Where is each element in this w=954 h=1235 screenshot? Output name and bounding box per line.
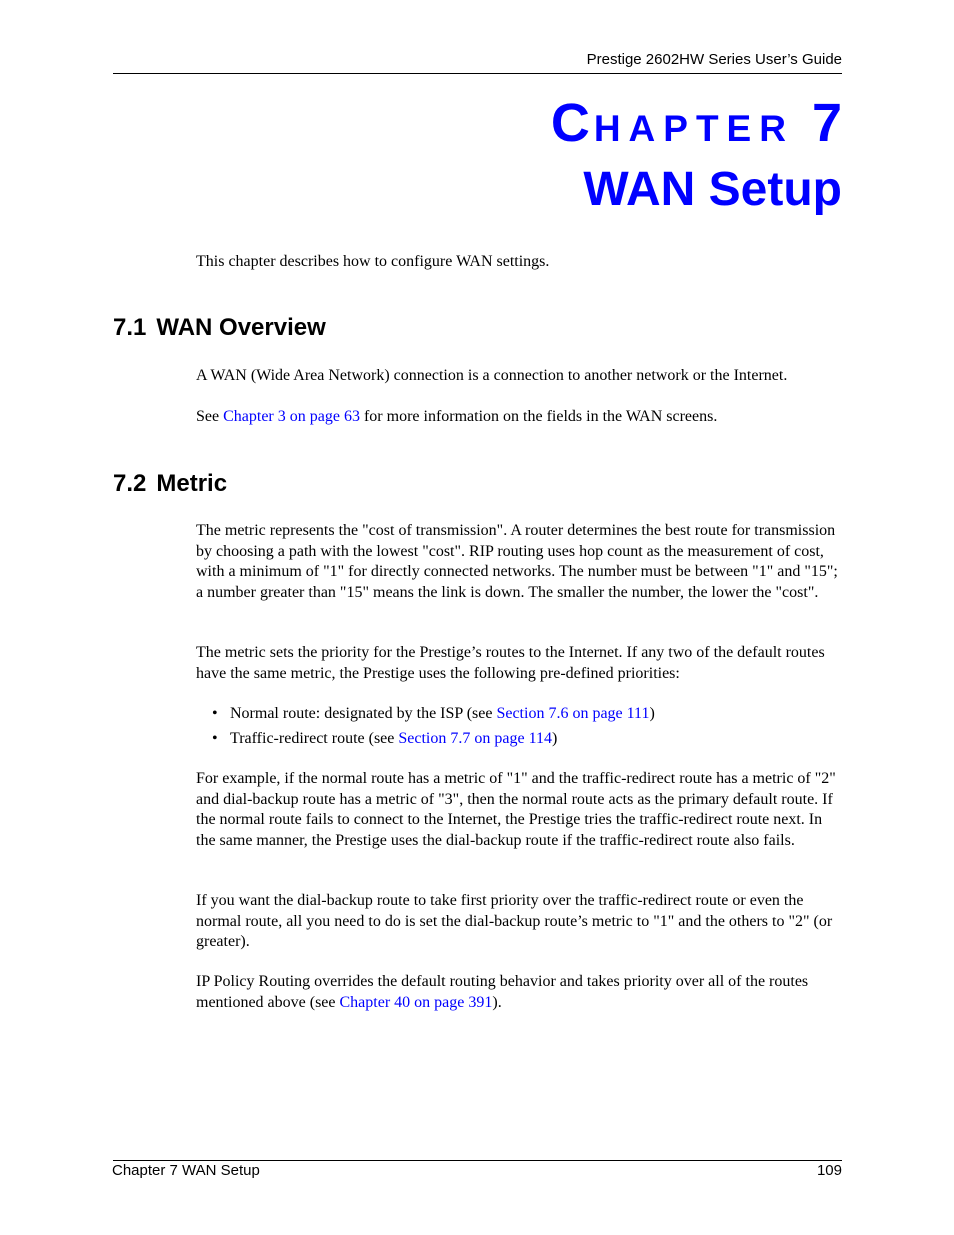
metric-paragraph-4: If you want the dial-backup route to take first priority over the traffic-redirect route or even the normal route, all you need to do is set the dial-backup route’s metric to "1" and the others to "2" (or greater). — [196, 892, 833, 950]
text-span: Traffic-redirect route (see — [230, 729, 399, 747]
section-7-6-link[interactable]: Section 7.6 on page 111 — [496, 705, 650, 722]
bullet-glyph: • — [212, 705, 218, 722]
metric-paragraph-3: For example, if the normal route has a metric of "1" and the traffic-redirect route has a metric of "2" and dial-backup route has a metric of "3", then the normal route acts as the primary default route. If the normal route fails to connect to the Internet, the Prestige tries the traffic-redirect route next. In the same manner, the Prestige uses the dial-backup route if the traffic-redirect route also fails. — [196, 770, 836, 849]
chapter-title: WAN Setup — [583, 163, 842, 216]
page-number: 109 — [816, 1162, 842, 1179]
chapter-number: 7 — [811, 93, 842, 153]
section-number: 7.2 — [113, 470, 147, 497]
intro-paragraph: This chapter describes how to configure WAN settings. — [196, 253, 550, 270]
footer-rule — [113, 1160, 842, 1161]
priority-list — [212, 704, 832, 753]
section-title: Metric — [156, 470, 228, 497]
text-span: ) — [551, 729, 558, 747]
running-header: Prestige 2602HW Series User’s Guide — [586, 51, 842, 68]
metric-paragraph-5 — [196, 972, 844, 1013]
bullet-glyph: • — [212, 729, 218, 747]
chapter-3-link[interactable]: Chapter 3 on page 63 — [223, 408, 360, 425]
text-span: See — [196, 408, 224, 425]
section-number: 7.1 — [113, 314, 147, 341]
list-item — [212, 704, 832, 725]
wan-overview-reference-paragraph — [196, 407, 844, 428]
section-heading-wan-overview — [113, 316, 326, 340]
text-span: ). — [492, 993, 502, 1011]
metric-paragraph-1: The metric represents the "cost of transmission". A router determines the best route for transmission by choosing a path with the lowest "cost". RIP routing uses hop count as the measurement of cost, with a minimum of "1" for directly connected networks. The number must be between "1" and "15"; a number greater than "15" means the link is down. The smaller the number, the lower the "cost". — [196, 522, 838, 601]
section-title: WAN Overview — [156, 314, 326, 341]
chapter-label-rest: HAPTER — [593, 108, 794, 149]
wan-overview-paragraph: A WAN (Wide Area Network) connection is a connection to another network or the Internet. — [196, 367, 788, 384]
text-span: Normal route: designated by the ISP (see — [230, 705, 497, 722]
text-span: ) — [649, 705, 655, 722]
text-span: IP Policy Routing overrides the default routing behavior and takes priority over all of the routes mentioned above (see — [196, 973, 809, 1011]
metric-paragraph-2: The metric sets the priority for the Prestige’s routes to the Internet. If any two of the default routes have the same metric, the Prestige uses the following pre-defined priorities: — [196, 644, 825, 682]
footer-chapter-title: Chapter 7 WAN Setup — [112, 1162, 260, 1179]
list-item — [212, 729, 832, 750]
header-rule — [113, 73, 842, 74]
chapter-40-link[interactable]: Chapter 40 on page 391 — [339, 993, 493, 1011]
chapter-label-initial: C — [550, 93, 594, 153]
section-7-7-link[interactable]: Section 7.7 on page 114 — [398, 729, 552, 747]
section-heading-metric — [113, 472, 227, 496]
chapter-label — [550, 93, 842, 153]
text-span: for more information on the fields in the WAN screens. — [359, 408, 718, 425]
